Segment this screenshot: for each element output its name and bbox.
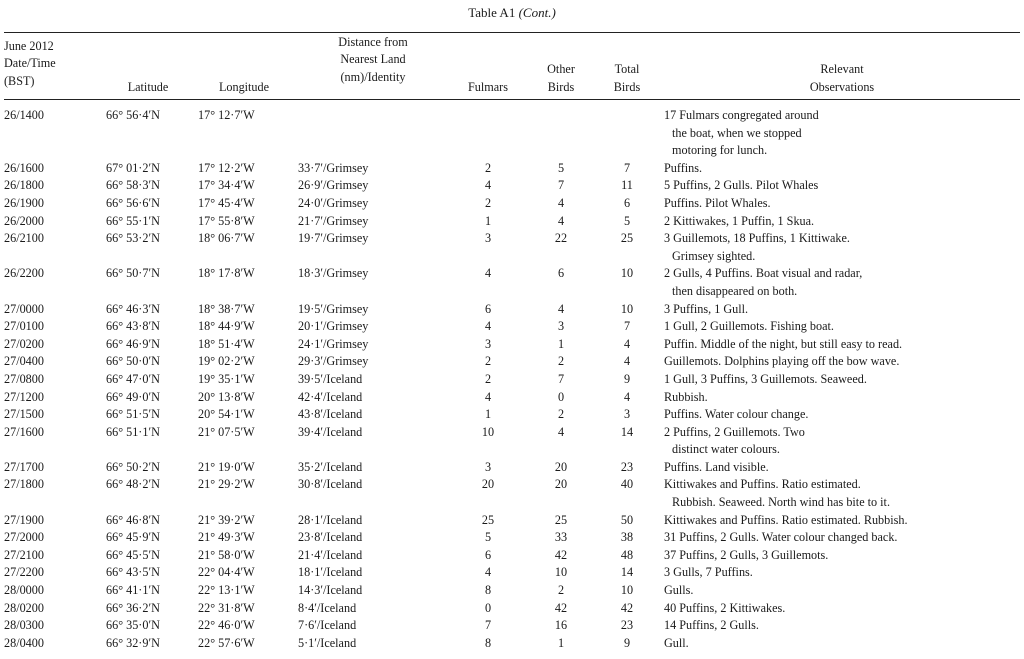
table-cell: 18° 17·8′W — [198, 266, 255, 281]
table-cell — [660, 424, 1020, 459]
table-cell: 28/0200 — [4, 600, 44, 615]
table-cell: 9 — [623, 371, 631, 386]
table-row — [4, 318, 1020, 336]
table-row — [4, 459, 1020, 477]
table-cell: 21° 49·3′W — [198, 530, 255, 545]
table-cell: 21° 07·5′W — [198, 424, 255, 439]
table-cell: 1 — [557, 336, 565, 351]
observation-line: 31 Puffins, 2 Gulls. Water colour changed back. — [664, 530, 898, 545]
table-cell: 8 — [484, 635, 492, 650]
table-cell: 66° 51·1′N — [106, 424, 160, 439]
table-cell: 18·3′/Grimsey — [298, 266, 369, 281]
table-cell: 18° 38·7′W — [198, 301, 255, 316]
table-cell — [660, 371, 1020, 389]
table-cell: 18·1′/Iceland — [298, 565, 363, 580]
table-cell — [594, 102, 660, 160]
table-cell — [660, 547, 1020, 565]
table-cell: 4 — [484, 319, 492, 334]
table-cell: 26/1800 — [4, 178, 44, 193]
table-cell: 25 — [554, 512, 568, 527]
observation-line: 14 Puffins, 2 Gulls. — [664, 618, 759, 633]
table-cell: 27/1200 — [4, 389, 44, 404]
table-cell: 23 — [620, 459, 634, 474]
table-cell: 14 — [620, 424, 634, 439]
table-cell: 66° 50·2′N — [106, 459, 160, 474]
column-header: Relevant Observations — [809, 62, 875, 94]
observation-line: motoring for lunch. — [672, 143, 768, 158]
table-cell: 17° 34·4′W — [198, 178, 255, 193]
table-cell: 66° 43·5′N — [106, 565, 160, 580]
table-cell — [660, 265, 1020, 300]
table-cell: 10 — [620, 301, 634, 316]
observation-line: Puffins. Land visible. — [664, 459, 769, 474]
table-cell: 10 — [554, 565, 568, 580]
observation-line: the boat, when we stopped — [672, 125, 802, 140]
table-cell: 3 — [557, 319, 565, 334]
observation-line: Puffins. Water colour change. — [664, 407, 809, 422]
table-cell: 26/1600 — [4, 160, 44, 175]
table-cell: 10 — [481, 424, 495, 439]
table-cell: 42 — [554, 600, 568, 615]
observation-line: 2 Puffins, 2 Guillemots. Two — [664, 424, 805, 439]
table-row — [4, 301, 1020, 319]
observation-line: 3 Guillemots, 18 Puffins, 1 Kittiwake. — [664, 231, 850, 246]
table-cell: 6 — [557, 266, 565, 281]
table-cell: 26·9′/Grimsey — [298, 178, 369, 193]
table-cell: 4 — [557, 195, 565, 210]
table-row — [4, 336, 1020, 354]
table-cell: 27/2100 — [4, 547, 44, 562]
table-cell: 17° 55·8′W — [198, 213, 255, 228]
table-cell: 20 — [554, 477, 568, 492]
table-cell: 20° 13·8′W — [198, 389, 255, 404]
table-cell: 6 — [623, 195, 631, 210]
table-cell: 27/0000 — [4, 301, 44, 316]
table-cell — [660, 564, 1020, 582]
table-cell: 24·1′/Grimsey — [298, 336, 369, 351]
table-cell: 29·3′/Grimsey — [298, 354, 369, 369]
table-cell: 19° 02·2′W — [198, 354, 255, 369]
table-cell: 2 — [557, 407, 565, 422]
table-cell: 4 — [484, 266, 492, 281]
observation-line: 40 Puffins, 2 Kittiwakes. — [664, 600, 786, 615]
table-cell: 18° 51·4′W — [198, 336, 255, 351]
table-cell: 6 — [484, 301, 492, 316]
observation-line: Guillemots. Dolphins playing off the bow wave. — [664, 354, 900, 369]
observation-line: 1 Gull, 3 Puffins, 3 Guillemots. Seaweed. — [664, 371, 867, 386]
observation-line: Rubbish. Seaweed. North wind has bite to it. — [672, 495, 890, 510]
table-cell — [660, 195, 1020, 213]
table-body — [4, 102, 1020, 652]
table-cell: 7 — [557, 371, 565, 386]
observation-line: Kittiwakes and Puffins. Ratio estimated. Rubbish. — [664, 512, 908, 527]
table-cell: 27/1500 — [4, 407, 44, 422]
table-row — [4, 547, 1020, 565]
table-cell — [660, 406, 1020, 424]
table-cell: 66° 48·2′N — [106, 477, 160, 492]
table-cell — [660, 582, 1020, 600]
table-cell: 2 — [484, 371, 492, 386]
table-cell — [660, 512, 1020, 530]
table-cell: 3 — [484, 231, 492, 246]
column-header: Longitude — [218, 79, 270, 94]
table-cell — [660, 301, 1020, 319]
table-cell: 3 — [484, 459, 492, 474]
table-cell — [660, 459, 1020, 477]
table-cell: 8 — [484, 583, 492, 598]
table-cell: 66° 50·7′N — [106, 266, 160, 281]
table-row — [4, 353, 1020, 371]
caption-cont: (Cont.) — [518, 5, 556, 20]
table-row — [4, 564, 1020, 582]
table-cell: 66° 45·5′N — [106, 547, 160, 562]
table-row — [4, 389, 1020, 407]
observation-line: 2 Gulls, 4 Puffins. Boat visual and radar, — [664, 266, 863, 281]
observation-line: Gulls. — [664, 583, 694, 598]
observation-line: Puffins. — [664, 160, 703, 175]
table-cell: 66° 56·4′N — [106, 108, 160, 122]
table-cell: 22° 57·6′W — [198, 635, 255, 650]
table-cell: 50 — [620, 512, 634, 527]
table-cell: 39·5′/Iceland — [298, 371, 363, 386]
table-cell: 21° 19·0′W — [198, 459, 255, 474]
table-cell: 1 — [484, 407, 492, 422]
table-cell — [660, 177, 1020, 195]
table-row — [4, 265, 1020, 300]
table-cell: 7 — [623, 160, 631, 175]
table-cell: 66° 35·0′N — [106, 618, 160, 633]
table-cell: 66° 46·8′N — [106, 512, 160, 527]
table-caption — [0, 5, 1024, 21]
table-cell: 14·3′/Iceland — [298, 583, 363, 598]
table-cell: 43·8′/Iceland — [298, 407, 363, 422]
table-cell: 2 — [484, 160, 492, 175]
table-cell: 20 — [554, 459, 568, 474]
table-cell: 21° 58·0′W — [198, 547, 255, 562]
table-cell: 22° 31·8′W — [198, 600, 255, 615]
table-cell: 66° 41·1′N — [106, 583, 160, 598]
table-cell: 20 — [481, 477, 495, 492]
observation-line: distinct water colours. — [672, 442, 780, 457]
observation-line: Kittiwakes and Puffins. Ratio estimated. — [664, 477, 861, 492]
table-cell — [660, 102, 1020, 160]
table-cell: 66° 36·2′N — [106, 600, 160, 615]
table-cell: 48 — [620, 547, 634, 562]
table-cell: 26/2200 — [4, 266, 44, 281]
table-cell: 38 — [620, 530, 634, 545]
table-cell: 33·7′/Grimsey — [298, 160, 369, 175]
table-cell — [660, 617, 1020, 635]
observation-line: 5 Puffins, 2 Gulls. Pilot Whales — [664, 178, 819, 193]
table-cell: 4 — [484, 389, 492, 404]
table-cell: 10 — [620, 266, 634, 281]
observation-line: Puffins. Pilot Whales. — [664, 195, 771, 210]
table-cell: 27/1900 — [4, 512, 44, 527]
table-cell: 66° 50·0′N — [106, 354, 160, 369]
table-cell: 5·1′/Iceland — [298, 635, 357, 650]
observation-line: 3 Puffins, 1 Gull. — [664, 301, 749, 316]
table-cell: 66° 46·3′N — [106, 301, 160, 316]
table-cell: 25 — [481, 512, 495, 527]
table-cell: 20·1′/Grimsey — [298, 319, 369, 334]
table-cell: 18° 44·9′W — [198, 319, 255, 334]
observations-table — [4, 34, 1020, 652]
table-row — [4, 582, 1020, 600]
table-cell — [660, 529, 1020, 547]
table-cell: 21·4′/Iceland — [298, 547, 363, 562]
table-cell: 66° 56·6′N — [106, 195, 160, 210]
table-cell: 6 — [484, 547, 492, 562]
observation-line: Puffin. Middle of the night, but still easy to read. — [664, 336, 903, 351]
table-cell: 22° 13·1′W — [198, 583, 255, 598]
table-cell: 23·8′/Iceland — [298, 530, 363, 545]
table-cell: 2 — [557, 583, 565, 598]
table-cell: 27/2000 — [4, 530, 44, 545]
table-cell: 28/0400 — [4, 635, 44, 650]
caption-label: Table A1 — [468, 5, 516, 20]
table-cell: 42 — [620, 600, 634, 615]
table-cell: 67° 01·2′N — [106, 160, 160, 175]
table-cell: 7 — [484, 618, 492, 633]
table-cell — [290, 102, 448, 160]
table-cell: 18° 06·7′W — [198, 231, 255, 246]
table-cell: 20° 54·1′W — [198, 407, 255, 422]
table-cell: 66° 51·5′N — [106, 407, 160, 422]
header-row — [4, 34, 1020, 102]
table-cell: 14 — [620, 565, 634, 580]
table-cell: 4 — [623, 389, 631, 404]
table-row — [4, 160, 1020, 178]
table-cell — [660, 389, 1020, 407]
table-row — [4, 476, 1020, 511]
table-row — [4, 512, 1020, 530]
table-cell: 40 — [620, 477, 634, 492]
table-cell: 19·5′/Grimsey — [298, 301, 369, 316]
table-cell: 42·4′/Iceland — [298, 389, 363, 404]
table-cell: 7 — [557, 178, 565, 193]
table-cell: 26/2000 — [4, 213, 44, 228]
column-header: June 2012 Date/Time (BST) — [4, 39, 56, 88]
table-cell: 4 — [557, 424, 565, 439]
observation-line: 2 Kittiwakes, 1 Puffin, 1 Skua. — [664, 213, 815, 228]
table-cell — [660, 336, 1020, 354]
observation-line: 37 Puffins, 2 Gulls, 3 Guillemots. — [664, 547, 829, 562]
table-cell: 8·4′/Iceland — [298, 600, 357, 615]
table-cell: 0 — [484, 600, 492, 615]
table-cell: 42 — [554, 547, 568, 562]
table-cell: 22 — [554, 231, 568, 246]
table-cell: 21·7′/Grimsey — [298, 213, 369, 228]
table-cell: 3 — [623, 407, 631, 422]
table-cell: 7·6′/Iceland — [298, 618, 357, 633]
table-cell: 25 — [620, 231, 634, 246]
table-cell: 27/2200 — [4, 565, 44, 580]
table-cell: 66° 43·8′N — [106, 319, 160, 334]
table-cell — [528, 102, 594, 160]
table-cell: 66° 47·0′N — [106, 371, 160, 386]
table-cell: 26/1900 — [4, 195, 44, 210]
table-cell: 27/0200 — [4, 336, 44, 351]
table-cell: 24·0′/Grimsey — [298, 195, 369, 210]
table-cell: 3 — [484, 336, 492, 351]
observation-line: Rubbish. — [664, 389, 708, 404]
table-cell: 66° 49·0′N — [106, 389, 160, 404]
observation-line: then disappeared on both. — [672, 283, 798, 298]
column-header: Total Birds — [613, 62, 641, 94]
table-cell: 66° 58·3′N — [106, 178, 160, 193]
table-row — [4, 195, 1020, 213]
table-row — [4, 371, 1020, 389]
table-cell: 27/1700 — [4, 459, 44, 474]
table-cell: 19° 35·1′W — [198, 371, 255, 386]
table-cell: 11 — [621, 178, 633, 193]
observation-line: 1 Gull, 2 Guillemots. Fishing boat. — [664, 319, 834, 334]
column-header: Other Birds — [547, 62, 575, 94]
table-cell: 0 — [557, 389, 565, 404]
table-cell: 4 — [557, 301, 565, 316]
table-cell: 16 — [554, 618, 568, 633]
observation-line: 17 Fulmars congregated around — [664, 108, 819, 122]
table-cell: 23 — [620, 618, 634, 633]
table-cell: 21° 39·2′W — [198, 512, 255, 527]
table-cell: 17° 12·2′W — [198, 160, 255, 175]
table-cell: 27/0800 — [4, 371, 44, 386]
table-cell: 26/1400 — [4, 108, 44, 122]
table-cell: 28/0300 — [4, 618, 44, 633]
table-cell: 4 — [623, 354, 631, 369]
table-cell — [660, 213, 1020, 231]
table-cell: 4 — [557, 213, 565, 228]
table-cell: 4 — [484, 178, 492, 193]
table-cell: 7 — [623, 319, 631, 334]
table-cell: 19·7′/Grimsey — [298, 231, 369, 246]
column-header: Fulmars — [468, 79, 508, 94]
table-cell: 28·1′/Iceland — [298, 512, 363, 527]
table-cell: 22° 04·4′W — [198, 565, 255, 580]
column-header: Latitude — [127, 79, 169, 94]
table-cell: 27/0400 — [4, 354, 44, 369]
table-cell: 27/1800 — [4, 477, 44, 492]
table-cell: 5 — [623, 213, 631, 228]
table-cell: 27/0100 — [4, 319, 44, 334]
table-row — [4, 102, 1020, 160]
table-cell: 22° 46·0′W — [198, 618, 255, 633]
table-cell: 9 — [623, 635, 631, 650]
table-cell — [660, 318, 1020, 336]
table-cell: 66° 45·9′N — [106, 530, 160, 545]
table-cell — [660, 600, 1020, 618]
table-cell: 30·8′/Iceland — [298, 477, 363, 492]
table-cell: 66° 53·2′N — [106, 231, 160, 246]
table-cell — [448, 102, 528, 160]
table-row — [4, 406, 1020, 424]
table-row — [4, 230, 1020, 265]
table-cell: 33 — [554, 530, 568, 545]
table-cell: 4 — [623, 336, 631, 351]
table-cell: 17° 12·7′W — [198, 108, 255, 122]
table-cell: 2 — [484, 354, 492, 369]
table-cell: 1 — [557, 635, 565, 650]
table-row — [4, 213, 1020, 231]
table-row — [4, 635, 1020, 653]
table-cell — [660, 476, 1020, 511]
table-row — [4, 600, 1020, 618]
table-row — [4, 529, 1020, 547]
table-cell: 21° 29·2′W — [198, 477, 255, 492]
table-cell: 5 — [557, 160, 565, 175]
table-cell: 28/0000 — [4, 583, 44, 598]
table-cell: 4 — [484, 565, 492, 580]
column-header: Distance from Nearest Land (nm)/Identity — [338, 35, 408, 84]
table-cell: 39·4′/Iceland — [298, 424, 363, 439]
table-cell: 2 — [557, 354, 565, 369]
table-row — [4, 617, 1020, 635]
table-row — [4, 424, 1020, 459]
top-rule — [4, 32, 1020, 33]
table-cell: 10 — [620, 583, 634, 598]
table-cell — [660, 160, 1020, 178]
table-cell: 66° 46·9′N — [106, 336, 160, 351]
observation-line: Gull. — [664, 635, 689, 650]
table-cell — [660, 230, 1020, 265]
observation-line: Grimsey sighted. — [672, 248, 756, 263]
table-cell: 26/2100 — [4, 231, 44, 246]
table-cell — [660, 635, 1020, 653]
table-cell: 35·2′/Iceland — [298, 459, 363, 474]
table-cell: 2 — [484, 195, 492, 210]
table-cell: 5 — [484, 530, 492, 545]
table-row — [4, 177, 1020, 195]
table-cell — [660, 353, 1020, 371]
table-cell: 66° 55·1′N — [106, 213, 160, 228]
table-cell: 1 — [484, 213, 492, 228]
table-cell: 66° 32·9′N — [106, 635, 160, 650]
observation-line: 3 Gulls, 7 Puffins. — [664, 565, 753, 580]
table-cell: 17° 45·4′W — [198, 195, 255, 210]
table-cell: 27/1600 — [4, 424, 44, 439]
